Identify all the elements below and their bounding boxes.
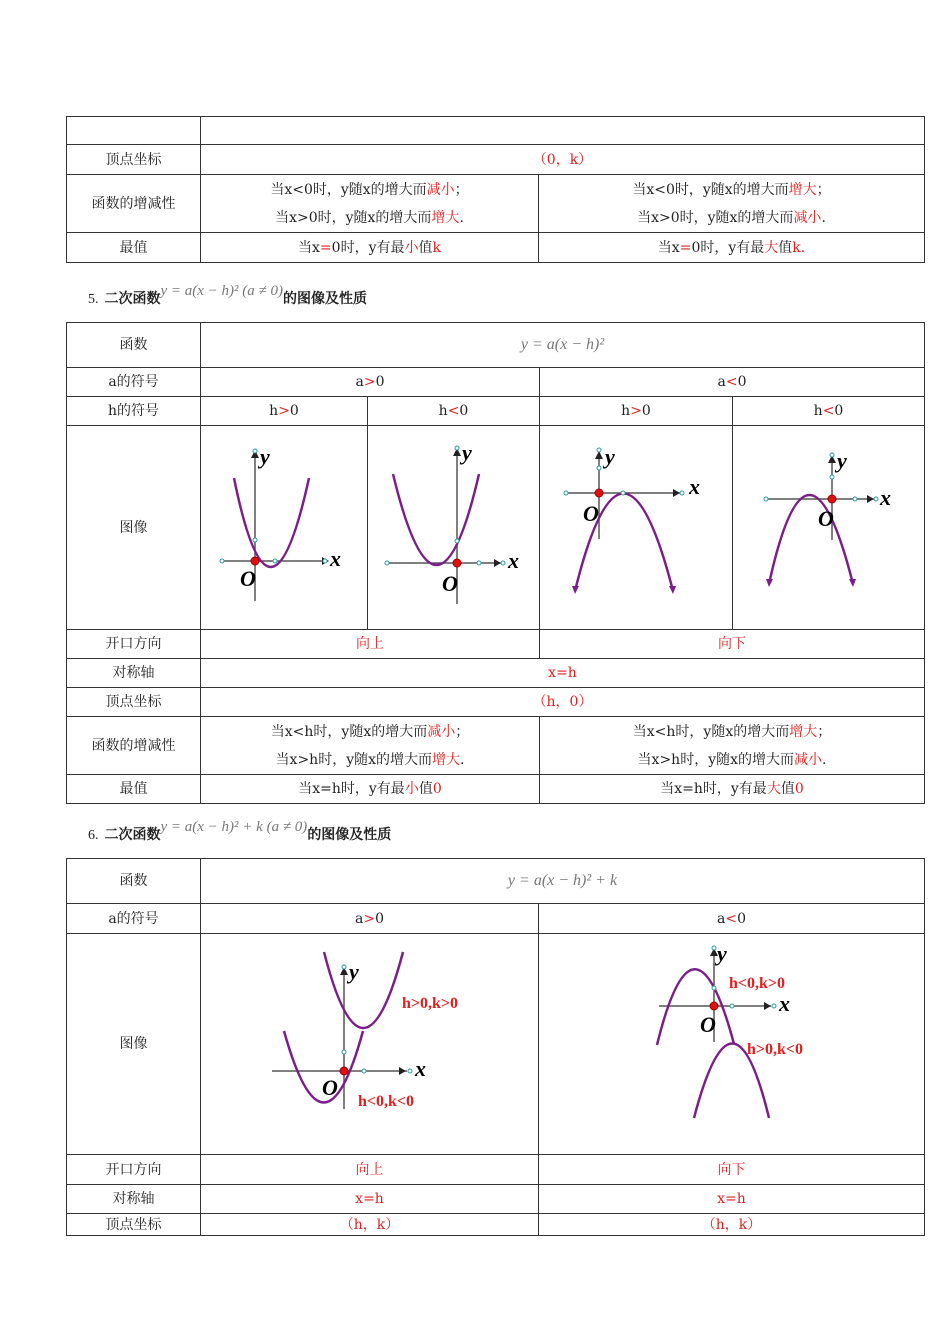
row-label-vertex: 顶点坐标 (67, 688, 201, 717)
label-h-pos-k-pos: h>0,k>0 (401, 995, 458, 1012)
row-label-a-sign: a的符号 (67, 904, 201, 934)
vertex-value: （0，k） (201, 145, 925, 175)
row-label-monotonic: 函数的增减性 (67, 717, 201, 775)
parabolas-up-shifted-graph (202, 934, 538, 1144)
parabola-up-right-graph (202, 426, 367, 619)
a-negative: a<0 (540, 368, 925, 397)
svg-text:O: O (239, 566, 256, 591)
row-label-extreme: 最值 (67, 233, 201, 263)
svg-text:x: x (507, 548, 519, 573)
row-label-axis: 对称轴 (67, 659, 201, 688)
function-formula: y = a(x − h)² (201, 323, 925, 368)
parabola-down-right-graph (541, 426, 731, 619)
svg-text:y: y (837, 448, 847, 473)
empty-label-cell (67, 117, 201, 145)
row-label-function: 函数 (67, 859, 201, 904)
axis-value-a-positive: x=h (201, 1185, 539, 1214)
row-label-h-sign: h的符号 (67, 397, 201, 426)
svg-text:O: O (583, 501, 599, 526)
extreme-a-positive: 当x=0时，y有最小值k (201, 233, 539, 263)
svg-text:y: y (605, 444, 615, 469)
parabolas-down-shifted-graph (539, 934, 924, 1144)
svg-text:x: x (880, 485, 891, 510)
svg-text:x: x (414, 1056, 426, 1081)
vertex-value: （h，0） (201, 688, 925, 717)
parabola-down-left-graph (733, 426, 925, 619)
graph-a-negative (539, 934, 925, 1155)
row-label-vertex: 顶点坐标 (67, 1214, 201, 1236)
table-section5 (66, 322, 925, 804)
table-section6 (66, 858, 925, 1236)
svg-text:O: O (321, 1075, 338, 1100)
row-label-monotonic: 函数的增减性 (67, 175, 201, 233)
h-sign-col3: h>0 (540, 397, 733, 426)
row-label-function: 函数 (67, 323, 201, 368)
graph-a-pos-h-pos (201, 426, 368, 630)
monotonic-a-positive: 当x<0时，y随x的增大而减小； 当x>0时，y随x的增大而增大. (201, 175, 539, 233)
svg-text:x: x (329, 546, 341, 571)
table-vertex-form-continued (66, 116, 925, 263)
graph-a-neg-h-neg (733, 426, 925, 630)
svg-text:y: y (717, 941, 727, 966)
svg-text:x: x (689, 474, 700, 499)
svg-text:y: y (259, 444, 270, 469)
label-h-pos-k-neg: h>0,k<0 (747, 1041, 804, 1058)
h-sign-col2: h<0 (368, 397, 540, 426)
row-label-axis: 对称轴 (67, 1185, 201, 1214)
opening-up: 向上 (201, 630, 540, 659)
vertex-value-a-negative: （h，k） (539, 1214, 925, 1236)
label-h-neg-k-pos: h<0,k>0 (729, 975, 786, 992)
row-label-opening: 开口方向 (67, 630, 201, 659)
row-label-a-sign: a的符号 (67, 368, 201, 397)
h-sign-col1: h>0 (201, 397, 368, 426)
monotonic-a-negative: 当x<h时，y随x的增大而增大； 当x>h时，y随x的增大而减小. (540, 717, 925, 775)
row-label-extreme: 最值 (67, 775, 201, 804)
row-label-opening: 开口方向 (67, 1155, 201, 1185)
section5-heading: 5. 二次函数y = a(x − h)² (a ≠ 0)的图像及性质 (88, 283, 368, 307)
empty-value-cell (201, 117, 925, 145)
function-formula: y = a(x − h)² + k (201, 859, 925, 904)
row-label-vertex: 顶点坐标 (67, 145, 201, 175)
axis-value: x=h (201, 659, 925, 688)
section6-heading: 6. 二次函数y = a(x − h)² + k (a ≠ 0)的图像及性质 (88, 819, 392, 843)
h-sign-col4: h<0 (733, 397, 925, 426)
section5-formula: y = a(x − h)² (a ≠ 0) (160, 283, 284, 299)
svg-text:O: O (700, 1012, 716, 1037)
axis-value-a-negative: x=h (539, 1185, 925, 1214)
vertex-value-a-positive: （h，k） (201, 1214, 539, 1236)
row-label-graph: 图像 (67, 934, 201, 1155)
graph-a-positive (201, 934, 539, 1155)
opening-up: 向上 (201, 1155, 539, 1185)
row-label-graph: 图像 (67, 426, 201, 630)
extreme-a-positive: 当x=h时，y有最小值0 (201, 775, 540, 804)
svg-text:x: x (779, 991, 790, 1016)
extreme-a-negative: 当x=h时，y有最大值0 (540, 775, 925, 804)
svg-text:y: y (461, 440, 472, 465)
a-positive: a>0 (201, 368, 540, 397)
svg-text:O: O (818, 506, 834, 531)
svg-text:O: O (441, 571, 458, 596)
svg-text:y: y (348, 959, 359, 984)
graph-a-pos-h-neg (368, 426, 540, 630)
opening-down: 向下 (540, 630, 925, 659)
extreme-a-negative: 当x=0时，y有最大值k. (539, 233, 925, 263)
a-positive: a>0 (201, 904, 539, 934)
monotonic-a-negative: 当x<0时，y随x的增大而增大； 当x>0时，y随x的增大而减小. (539, 175, 925, 233)
section6-formula: y = a(x − h)² + k (a ≠ 0) (160, 819, 308, 835)
parabola-up-left-graph (369, 426, 539, 619)
graph-a-neg-h-pos (540, 426, 733, 630)
monotonic-a-positive: 当x<h时，y随x的增大而减小； 当x>h时，y随x的增大而增大. (201, 717, 540, 775)
label-h-neg-k-neg: h<0,k<0 (357, 1093, 414, 1110)
opening-down: 向下 (539, 1155, 925, 1185)
a-negative: a<0 (539, 904, 925, 934)
